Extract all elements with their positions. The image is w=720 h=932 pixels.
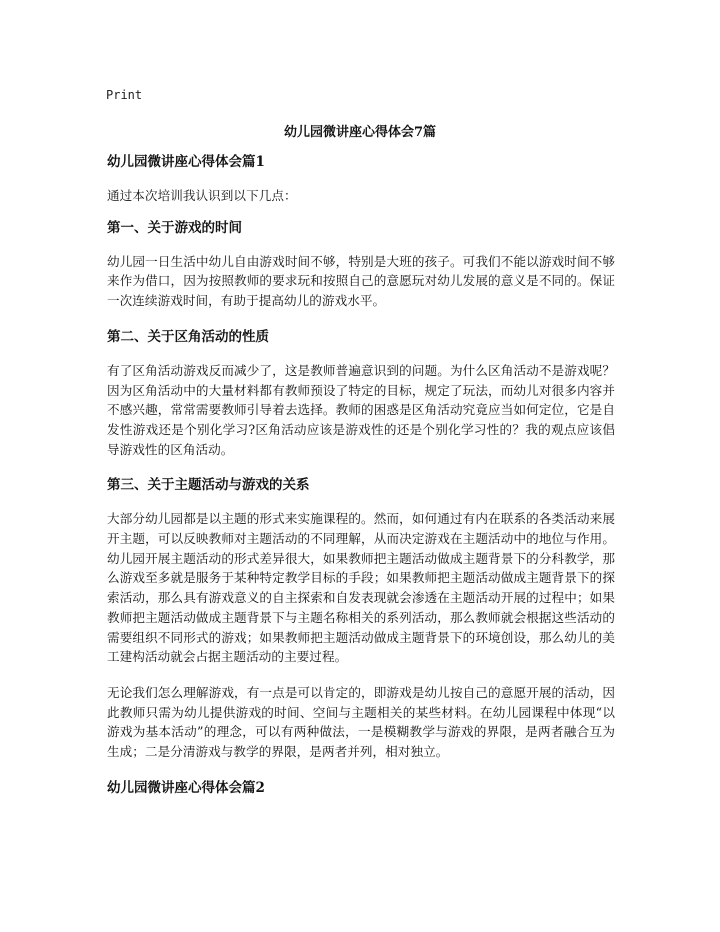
paragraph: 无论我们怎么理解游戏，有一点是可以肯定的，即游戏是幼儿按自己的意愿开展的活动，因此教师只需为幼儿提供游戏的时间、空间与主题相关的某些材料。在幼儿园课程中体现“以游戏为基本活动”的理念，可以有两种做法，一是模糊教学与游戏的界限，是两者融合互为生成；二是分清游戏与教学的界限，是两者并列，相对独立。	[107, 684, 615, 760]
document-body	[107, 152, 615, 812]
section-heading: 第二、关于区角活动的性质	[107, 328, 269, 345]
section-heading: 第三、关于主题活动与游戏的关系	[107, 477, 310, 494]
section-heading: 幼儿园微讲座心得体会篇1	[107, 154, 265, 170]
print-link[interactable]: Print	[106, 88, 143, 102]
document-title: 幼儿园微讲座心得体会7篇	[283, 125, 437, 140]
paragraph: 幼儿园一日生活中幼儿自由游戏时间不够，特别是大班的孩子。可我们不能以游戏时间不够来作为借口，因为按照教师的要求玩和按照自己的意愿玩对幼儿发展的意义是不同的。保证一次连续游戏时间，有助于提高幼儿的游戏水平。	[107, 253, 615, 309]
section-heading: 第一、关于游戏的时间	[107, 219, 242, 236]
paragraph: 通过本次培训我认识到以下几点：	[107, 188, 297, 203]
paragraph: 有了区角活动游戏反而减少了，这是教师普遍意识到的问题。为什么区角活动不是游戏呢？因为区角活动中的大量材料都有教师预设了特定的目标，规定了玩法，而幼儿对很多内容并不感兴趣，常常需要教师引导着去选择。教师的困惑是区角活动究竟应当如何定位，它是自发性游戏还是个别化学习?区角活动应该是游戏性的还是个别化学习性的？我的观点应该倡导游戏性的区角活动。	[107, 362, 615, 457]
section-heading: 幼儿园微讲座心得体会篇2	[107, 779, 265, 796]
paragraph: 大部分幼儿园都是以主题的形式来实施课程的。然而，如何通过有内在联系的各类活动来展开主题，可以反映教师对主题活动的不同理解，从而决定游戏在主题活动中的地位与作用。幼儿园开展主题活动的形式差异很大，如果教师把主题活动做成主题背景下的分科教学，那么游戏至多就是服务于某种特定教学目标的手段；如果教师把主题活动做成主题背景下的探索活动，那么具有游戏意义的自主探索和自发表现就会渗透在主题活动开展的过程中；如果教师把主题活动做成主题背景下与主题名称相关的系列活动，那么教师就会根据这些活动的需要组织不同形式的游戏；如果教师把主题活动做成主题背景下的环境创设，那么幼儿的美工建构活动就会占据主题活动的主要过程。	[107, 511, 615, 665]
